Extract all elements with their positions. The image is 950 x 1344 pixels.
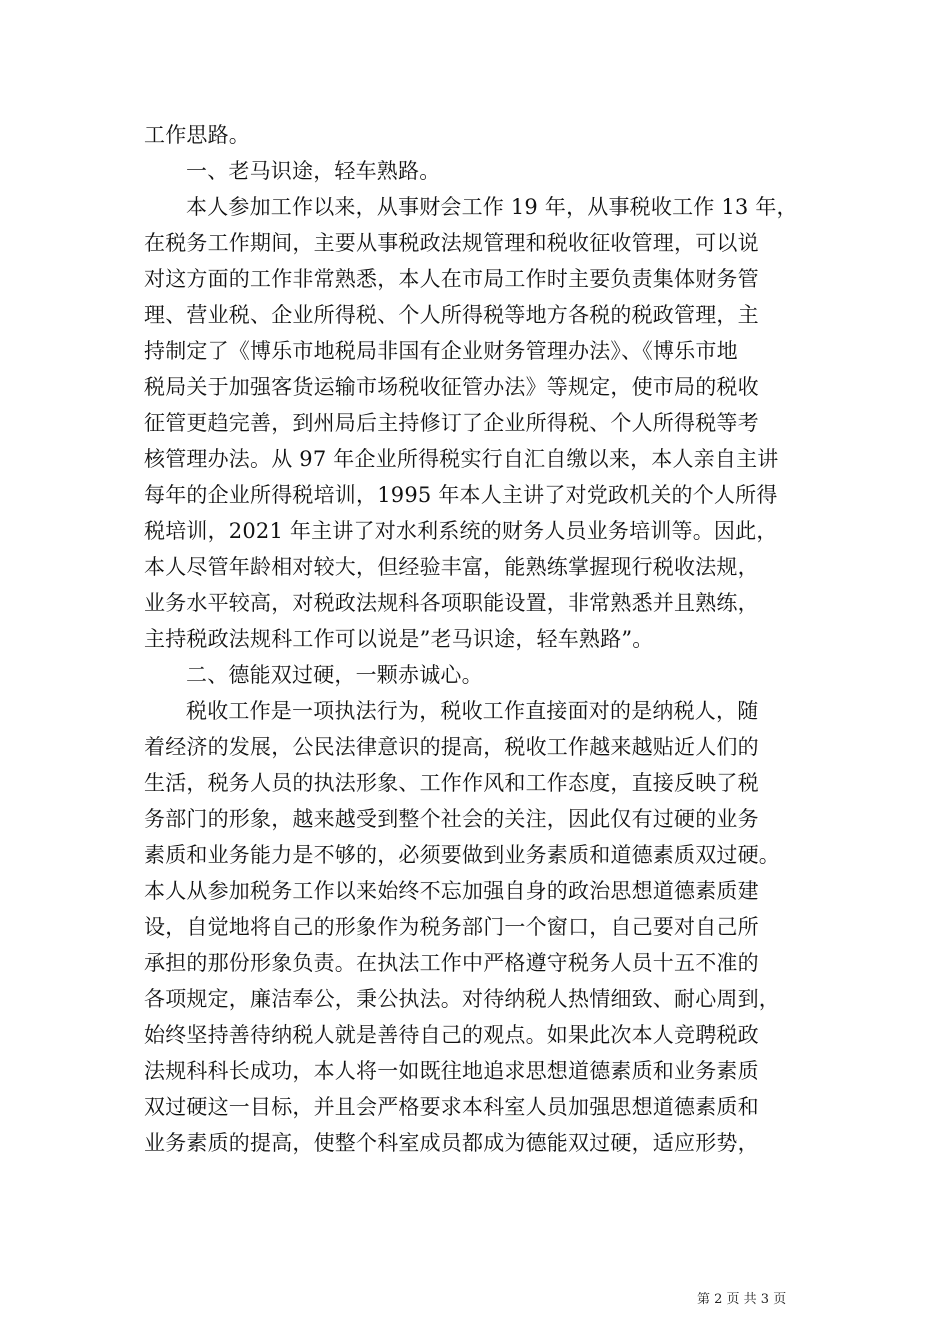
text-line: 持制定了《博乐市地税局非国有企业财务管理办法》、《博乐市地 [144,339,738,363]
text-line: 税培训，2021 年主讲了对水利系统的财务人员业务培训等。因此， [144,519,778,543]
section-heading: 二、德能双过硬，一颗赤诚心。 [186,663,483,687]
text-line: 本人尽管年龄相对较大，但经验丰富，能熟练掌握现行税收法规， [144,555,759,579]
text-line: 着经济的发展，公民法律意识的提高，税收工作越来越贴近人们的 [144,735,759,759]
text-line: 主持税政法规科工作可以说是”老马识途，轻车熟路”。 [144,627,654,651]
text-line: 素质和业务能力是不够的，必须要做到业务素质和道德素质双过硬。 [144,843,780,867]
text-line: 每年的企业所得税培训，1995 年本人主讲了对党政机关的个人所得 [144,483,778,507]
text-line: 对这方面的工作非常熟悉，本人在市局工作时主要负责集体财务管 [144,267,759,291]
text-line: 业务素质的提高，使整个科室成员都成为德能双过硬，适应形势， [144,1131,759,1155]
text-line: 核管理办法。从 97 年企业所得税实行自汇自缴以来，本人亲自主讲 [144,447,779,471]
text-line: 理、营业税、企业所得税、个人所得税等地方各税的税政管理，主 [144,303,759,327]
text-line: 承担的那份形象负责。在执法工作中严格遵守税务人员十五不准的 [144,951,759,975]
paragraph-first-line: 本人参加工作以来，从事财会工作 19 年，从事税收工作 13 年， [186,195,798,219]
text-line: 在税务工作期间，主要从事税政法规管理和税收征收管理，可以说 [144,231,759,255]
section-heading: 一、老马识途，轻车熟路。 [186,159,441,183]
text-line: 业务水平较高，对税政法规科各项职能设置，非常熟悉并且熟练， [144,591,759,615]
text-line: 税局关于加强客货运输市场税收征管办法》等规定，使市局的税收 [144,375,759,399]
text-line: 法规科科长成功，本人将一如既往地追求思想道德素质和业务素质 [144,1059,759,1083]
text-line: 本人从参加税务工作以来始终不忘加强自身的政治思想道德素质建 [144,879,759,903]
text-line: 工作思路。 [144,123,250,147]
text-line: 始终坚持善待纳税人就是善待自己的观点。如果此次本人竞聘税政 [144,1023,759,1047]
page-number: 第 2 页 共 3 页 [697,1292,787,1307]
text-line: 征管更趋完善，到州局后主持修订了企业所得税、个人所得税等考 [144,411,759,435]
text-line: 各项规定，廉洁奉公，秉公执法。对待纳税人热情细致、耐心周到， [144,987,780,1011]
text-line: 设，自觉地将自己的形象作为税务部门一个窗口，自己要对自己所 [144,915,759,939]
paragraph-first-line: 税收工作是一项执法行为，税收工作直接面对的是纳税人，随 [186,699,759,723]
text-line: 生活，税务人员的执法形象、工作作风和工作态度，直接反映了税 [144,771,759,795]
text-line: 务部门的形象，越来越受到整个社会的关注，因此仅有过硬的业务 [144,807,759,831]
text-line: 双过硬这一目标，并且会严格要求本科室人员加强思想道德素质和 [144,1095,759,1119]
